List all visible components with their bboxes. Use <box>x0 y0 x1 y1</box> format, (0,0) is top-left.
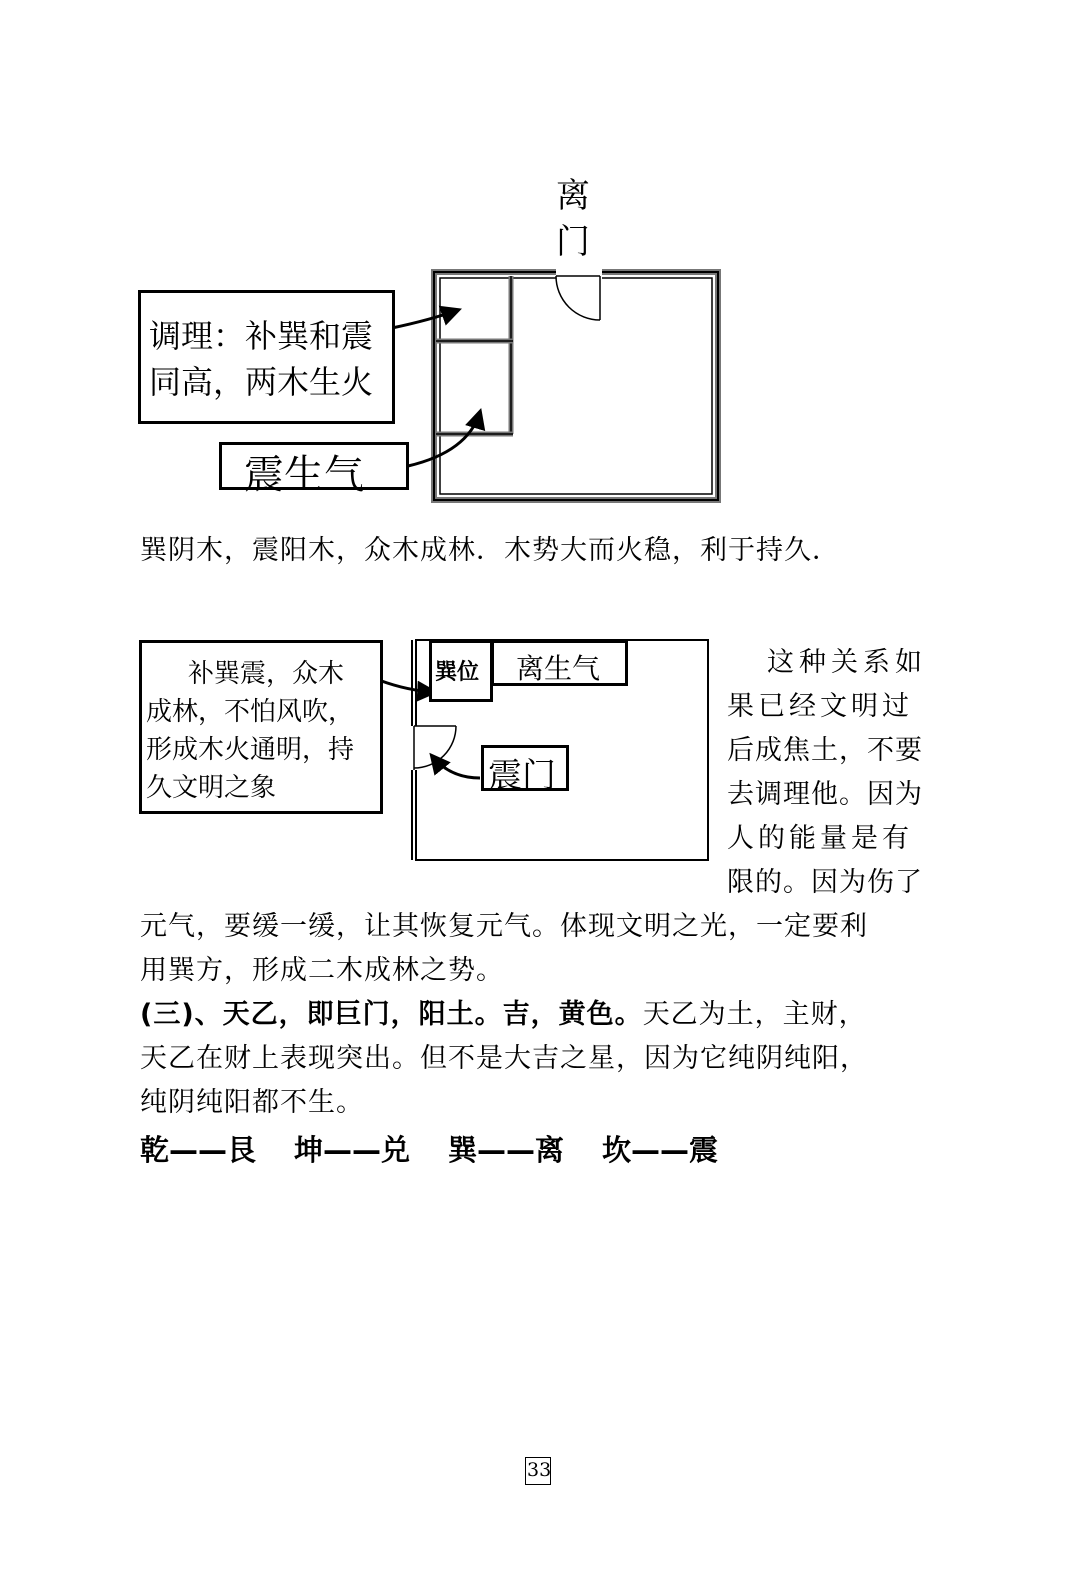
fig1-zhen-label: 震生气 <box>244 452 364 498</box>
side-line-5: 人的能量是有 <box>727 823 913 854</box>
fig2-note-line4: 久文明之象 <box>146 773 277 803</box>
fig2-note-line2: 成林，不怕风吹， <box>146 697 355 727</box>
fig1-label-men: 门 <box>556 222 590 262</box>
caption-1: 巽阴木，震阳木，众木成林．木势大而火稳，利于持久． <box>140 535 840 566</box>
door-swing-1 <box>556 276 600 320</box>
fig2-li-box <box>491 640 628 686</box>
fig2-door-box <box>481 745 569 796</box>
side-line-3: 后成焦土，不要 <box>727 735 923 766</box>
door-gap-1 <box>556 268 602 282</box>
side-line-1: 这种关系如 <box>767 647 927 678</box>
arrow-note-to-xun <box>392 310 458 328</box>
fig1-note-box <box>138 290 395 424</box>
door-gap-2 <box>406 726 420 770</box>
fig2-xun-label: 巽位 <box>435 659 480 685</box>
body-line-2: 用巽方，形成二木成林之势。 <box>140 955 504 986</box>
fig2-xun-box <box>429 640 493 702</box>
fig2-note-box <box>139 640 383 814</box>
fig2-note-line3: 形成木火通明，持 <box>146 735 355 765</box>
section3-line2: 天乙在财上表现突出。但不是大吉之星，因为它纯阴纯阳， <box>140 1043 868 1074</box>
page-number-box <box>525 1457 551 1485</box>
floor-plan-1 <box>434 272 718 500</box>
section3-line3: 纯阴纯阳都不生。 <box>140 1087 364 1118</box>
arrow-zhen-to-room <box>408 412 480 466</box>
fig1-note-line2: 同高，两木生火 <box>149 363 374 401</box>
pair-1: 乾——艮 <box>140 1133 257 1167</box>
side-line-6: 限的。因为伤了 <box>727 867 923 898</box>
pair-2: 坤——兑 <box>294 1133 411 1167</box>
section3-bold: (三)、天乙，即巨门，阳土。吉，黄色。 <box>140 999 643 1030</box>
fig1-label-li: 离 <box>556 176 590 216</box>
section3-line1 <box>140 994 867 1036</box>
side-line-4: 去调理他。因为 <box>727 779 923 810</box>
side-line-2: 果已经文明过 <box>727 691 913 722</box>
pair-3: 巽——离 <box>448 1133 565 1167</box>
fig2-door-label: 震门 <box>488 756 556 796</box>
door-swing-2 <box>414 726 456 770</box>
pair-4: 坎——震 <box>602 1133 719 1167</box>
fig2-li-label: 离生气 <box>516 652 601 685</box>
fig1-note-line1: 调理：补巽和震 <box>149 317 374 355</box>
page-number: 33 <box>527 1459 552 1481</box>
body-line-1: 元气，要缓一缓，让其恢复元气。体现文明之光，一定要利 <box>140 911 868 942</box>
fig2-note-line1: 补巽震，众木 <box>188 659 345 689</box>
section3-rest: 天乙为土，主财， <box>642 999 867 1030</box>
fig1-zhen-box <box>219 442 409 498</box>
